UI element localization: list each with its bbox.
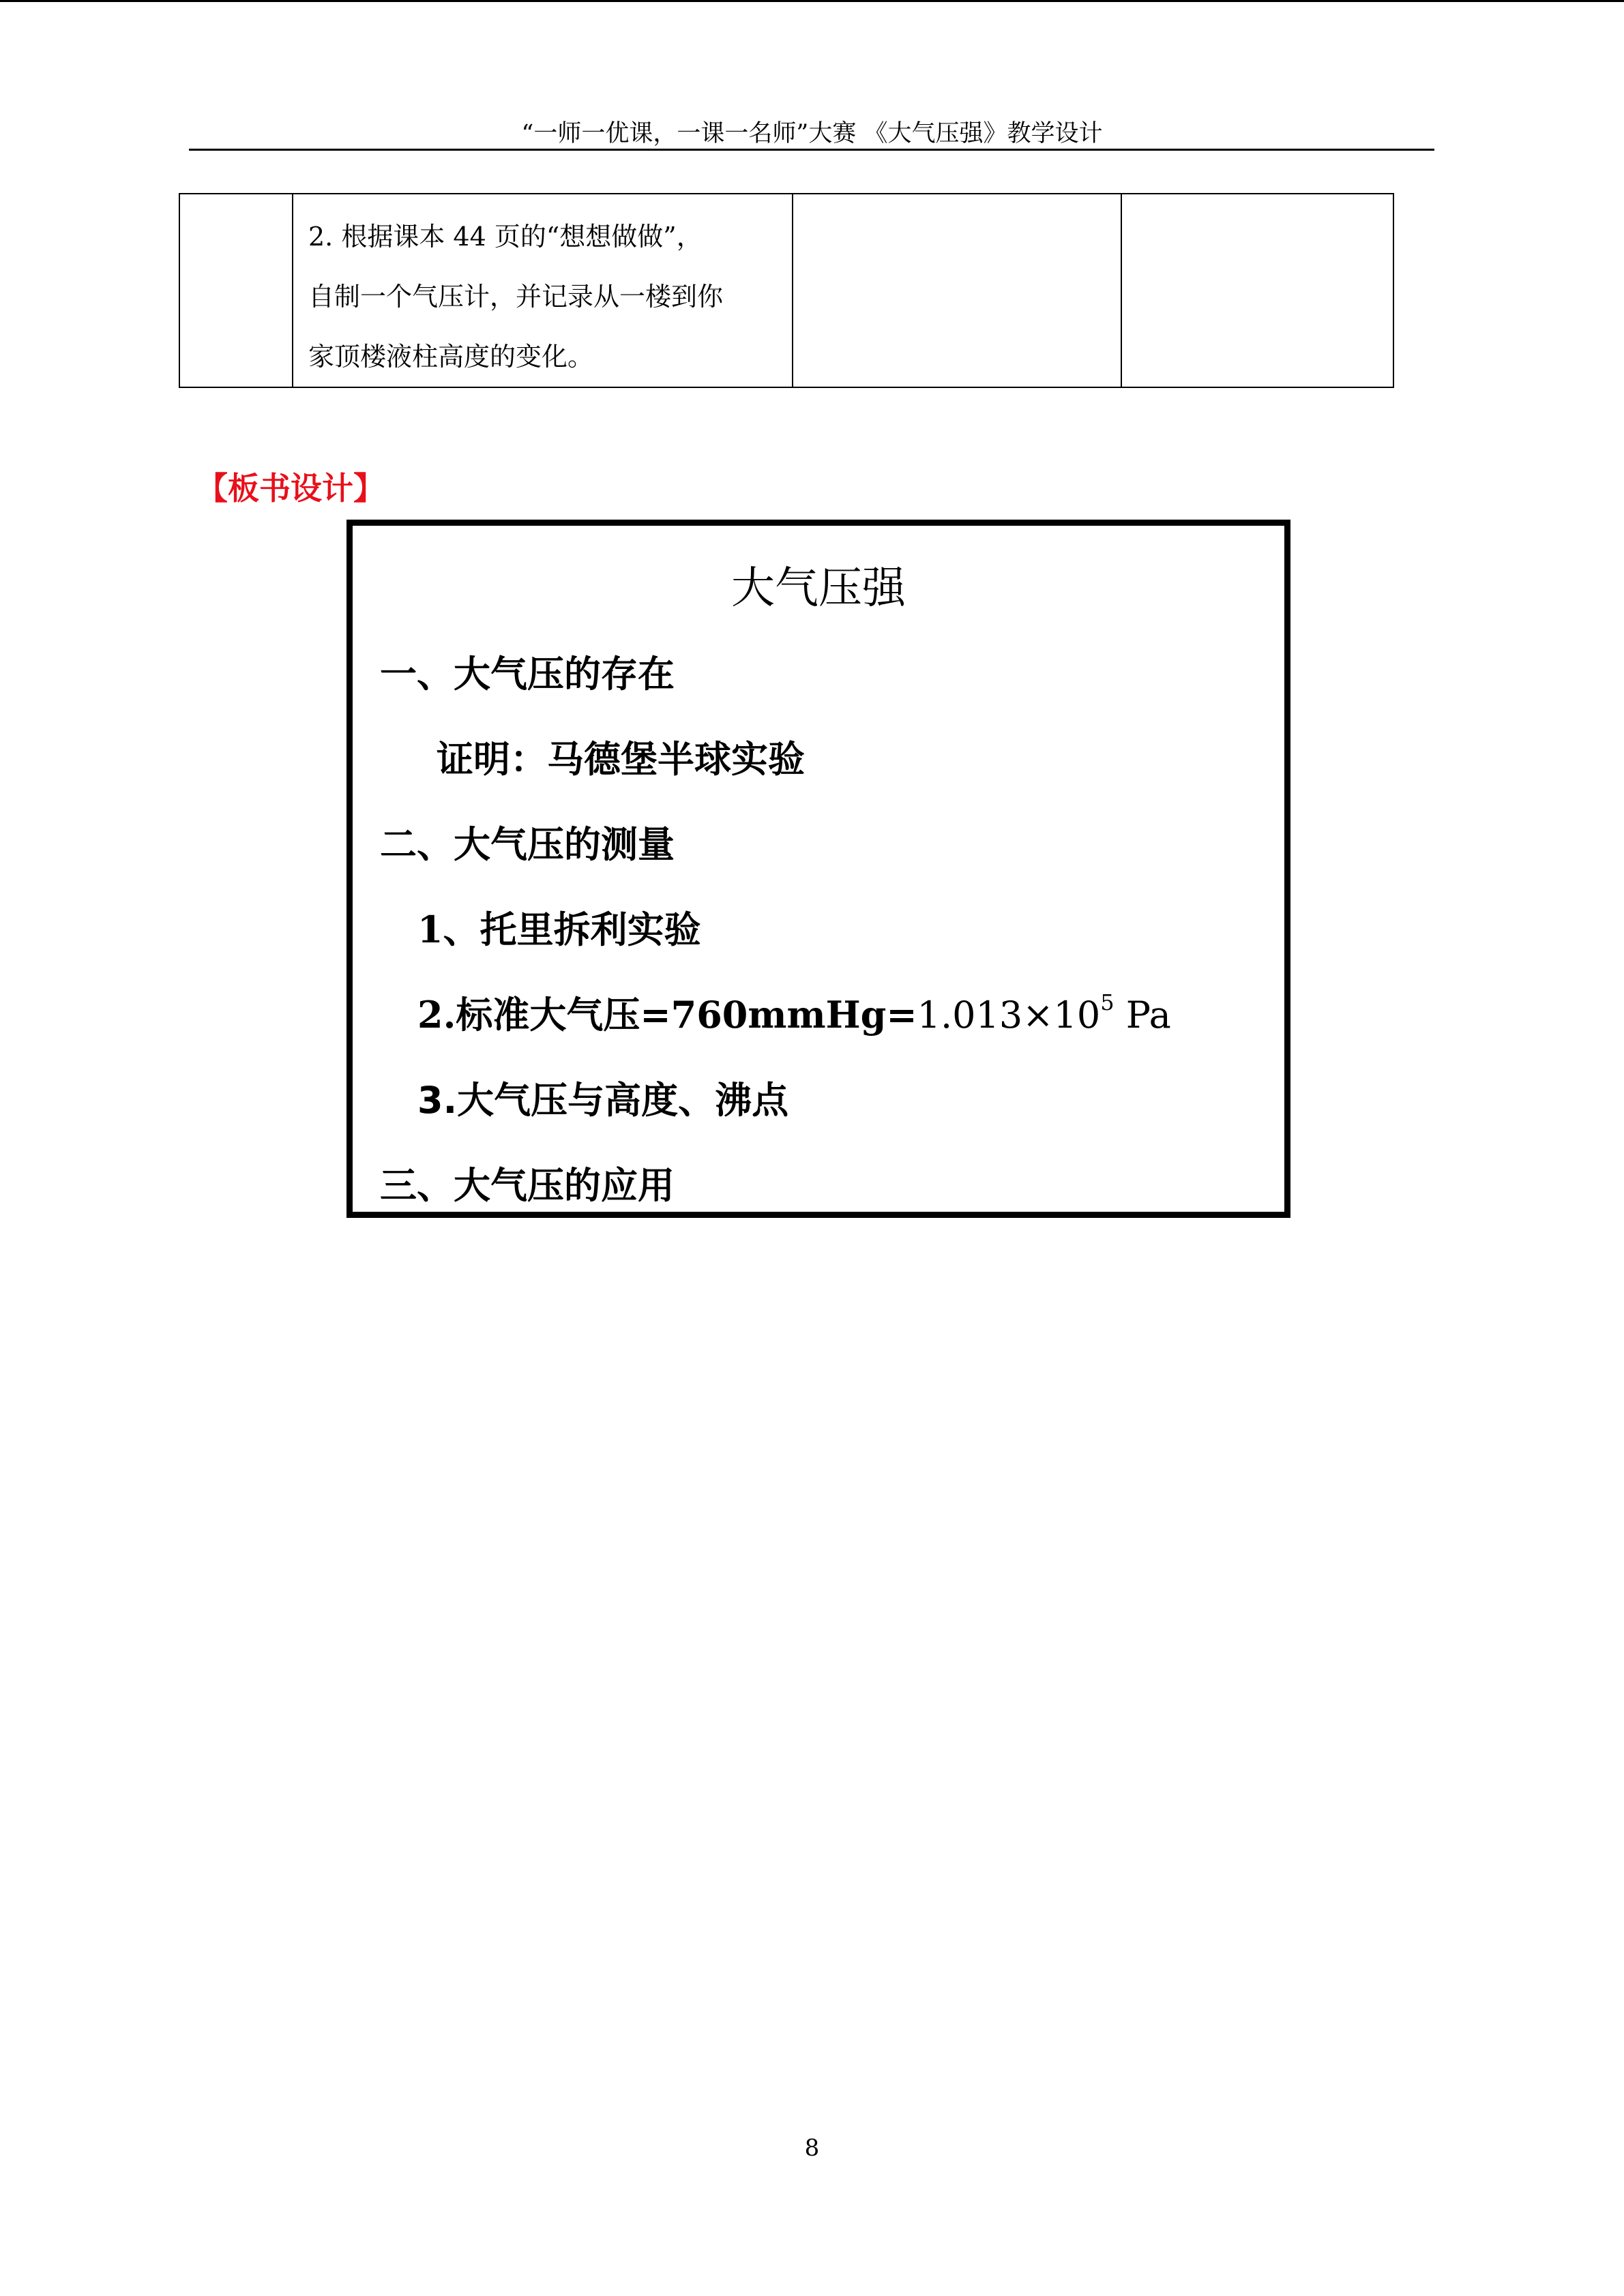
board-line-standard-pressure [417,986,1171,1039]
section-heading-board-design: 【板书设计】 [196,470,385,507]
blackboard-design-box [346,520,1290,1218]
activity-line: 自制一个气压计，并记录从一楼到你 [308,282,724,312]
continued-lesson-table [179,193,1394,388]
standard-pressure-formula: 2.标准大气压=760mmHg= [417,993,917,1037]
standard-pressure-exponent: 5 [1100,989,1114,1015]
page-number: 8 [804,2134,820,2162]
page-top-border [0,0,1624,2]
table-cell-stage [179,194,293,387]
table-cell-empty [793,194,1121,387]
board-line-torricelli [417,901,701,953]
board-title: 大气压强 [731,563,906,614]
running-header: “一师一优课，一课一名师”大赛 《大气压强》教学设计 [521,120,1103,147]
activity-line: 2. 根据课本 44 页的“想想做做”， [308,222,703,252]
board-line-altitude-boiling: 3.大气压与高度、沸点 [417,1079,789,1122]
table-row [179,194,1393,387]
standard-pressure-unit: Pa [1114,994,1171,1037]
board-line-proof: 证明：马德堡半球实验 [437,738,805,781]
activity-line: 家顶楼液柱高度的变化。 [308,342,594,372]
board-line-measurement: 二、大气压的测量 [380,823,675,866]
board-line-existence: 一、大气压的存在 [380,653,675,696]
header-underline [189,149,1434,151]
table-cell-empty [1121,194,1393,387]
table-cell-activity [293,194,793,387]
board-line-torricelli-text: 1、托里拆利实验 [417,908,701,951]
standard-pressure-value: 1.013×10 [917,994,1101,1037]
board-line-application: 三、大气压的应用 [380,1164,675,1207]
